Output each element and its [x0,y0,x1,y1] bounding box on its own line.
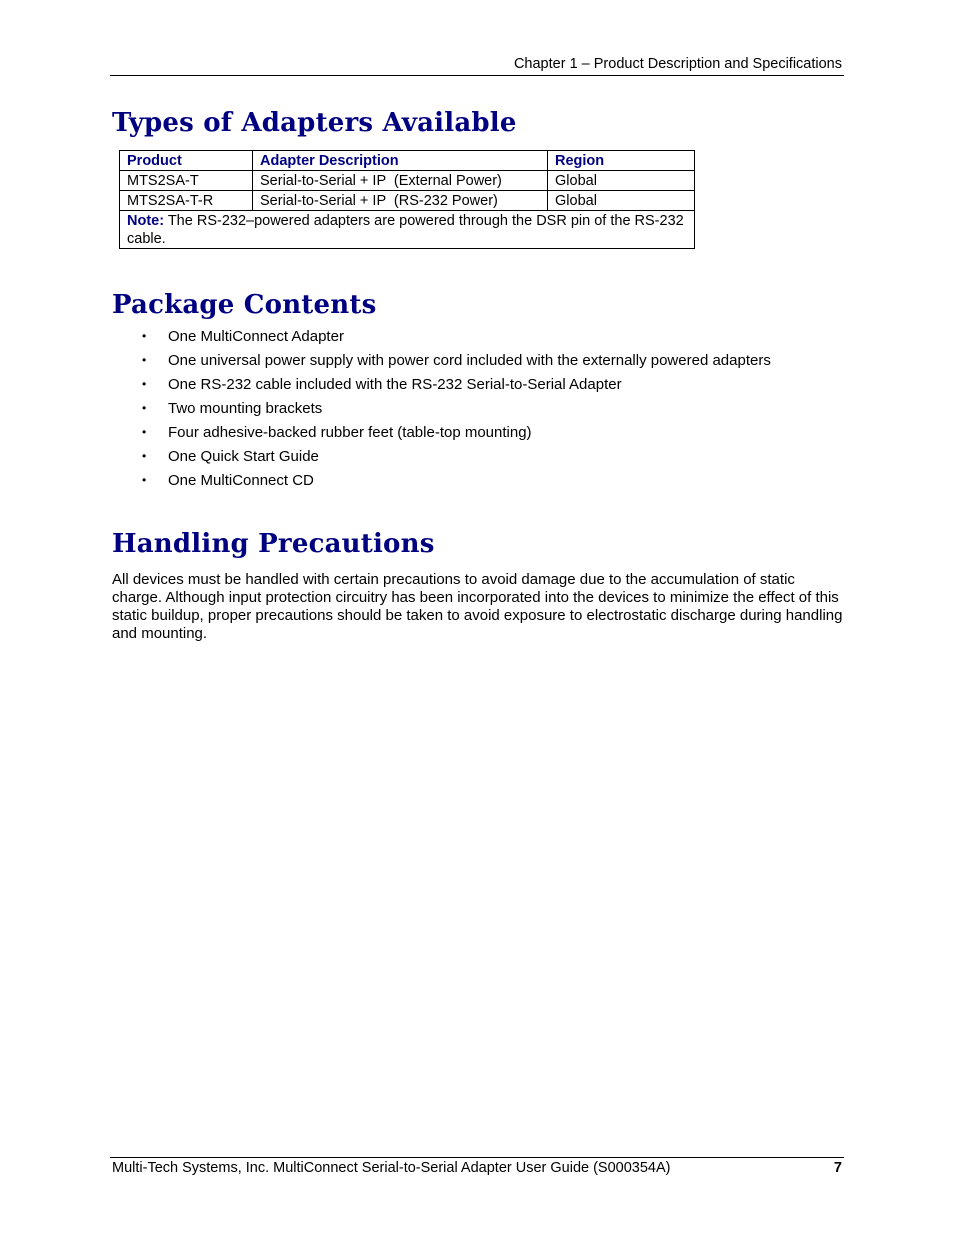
list-item-text: One Quick Start Guide [168,448,319,465]
section-title-package: Package Contents [112,290,377,320]
list-item-text: One MultiConnect Adapter [168,328,344,345]
cell-product: MTS2SA-T-R [120,191,253,211]
list-item [138,471,771,495]
package-contents-list [138,327,771,495]
cell-product: MTS2SA-T [120,171,253,191]
adapters-table [119,150,695,249]
bullet-icon: • [142,449,147,463]
bullet-icon: • [142,473,147,487]
table-header-row [120,151,695,171]
cell-region: Global [548,171,695,191]
section-title-types: Types of Adapters Available [112,108,517,138]
column-header-description: Adapter Description [253,151,548,171]
list-item [138,447,771,471]
table-note [120,211,695,249]
list-item-text: Four adhesive-backed rubber feet (table-top mounting) [168,424,532,441]
table-row [120,171,695,191]
footer-divider [110,1157,844,1158]
list-item [138,375,771,399]
bullet-icon: • [142,353,147,367]
list-item-text: One universal power supply with power cord included with the externally powered adapters [168,352,771,369]
handling-paragraph: All devices must be handled with certain precautions to avoid damage due to the accumulation of static charge. Although input protection circuitry has been incorporated into the devices to minimize the effect of this static buildup, proper precautions should be taken to avoid exposure to electrostatic discharge during handling and mounting. [112,571,843,642]
running-header: Chapter 1 – Product Description and Specifications [513,56,842,72]
cell-description: Serial-to-Serial + IP (External Power) [253,171,548,191]
table-note-row [120,211,695,249]
list-item-text: Two mounting brackets [168,400,323,417]
note-text: The RS-232–powered adapters are powered through the DSR pin of the RS-232 cable. [127,213,684,247]
list-item [138,327,771,351]
page-number: 7 [833,1160,842,1176]
bullet-icon: • [142,377,147,391]
list-item-text: One RS-232 cable included with the RS-232 Serial-to-Serial Adapter [168,376,622,393]
bullet-icon: • [142,401,147,415]
bullet-icon: • [142,425,147,439]
cell-region: Global [548,191,695,211]
footer-text: Multi-Tech Systems, Inc. MultiConnect Serial-to-Serial Adapter User Guide (S000354A) [112,1160,671,1176]
table-row [120,191,695,211]
list-item-text: One MultiConnect CD [168,472,314,489]
list-item [138,399,771,423]
cell-description: Serial-to-Serial + IP (RS-232 Power) [253,191,548,211]
list-item [138,351,771,375]
column-header-product: Product [120,151,253,171]
section-title-handling: Handling Precautions [112,529,435,559]
header-divider [110,75,844,76]
list-item [138,423,771,447]
column-header-region: Region [548,151,695,171]
bullet-icon: • [142,329,147,343]
note-label: Note: [127,213,165,229]
